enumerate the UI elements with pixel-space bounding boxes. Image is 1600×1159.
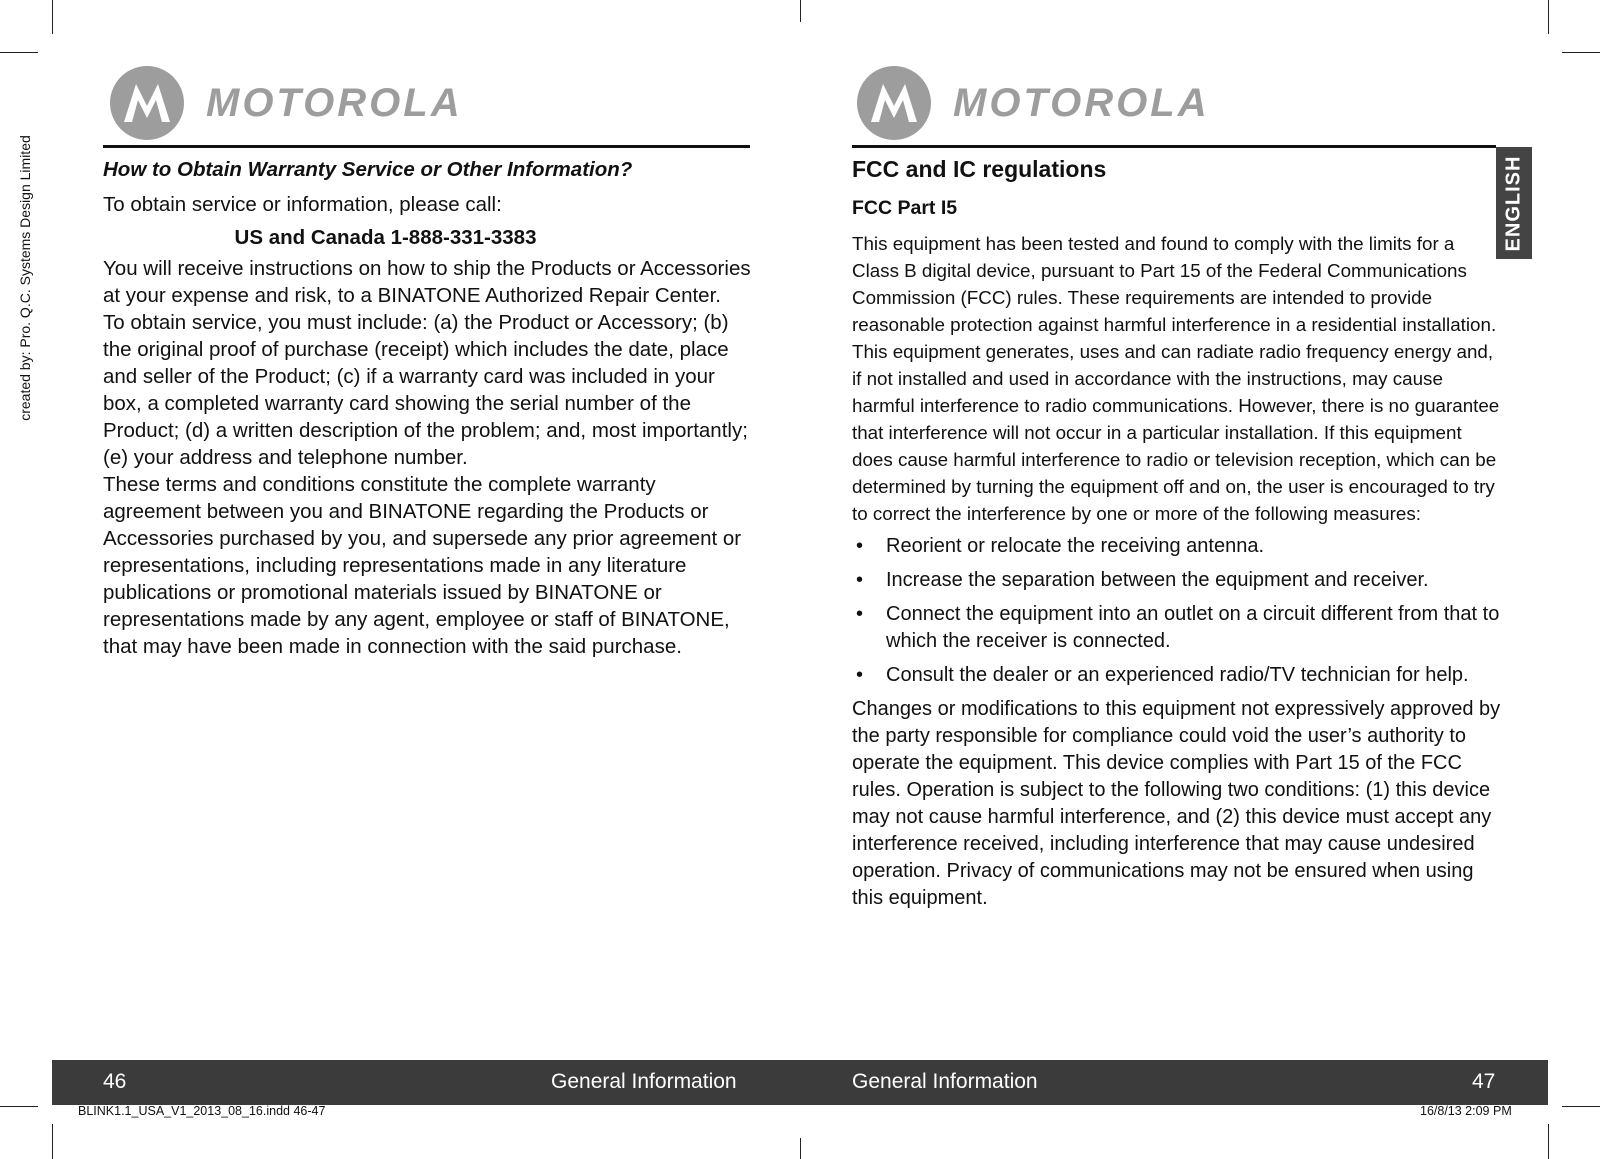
brand-wordmark: MOTOROLA [206, 80, 463, 125]
support-phone: US and Canada 1-888-331-3383 [234, 226, 537, 249]
warranty-heading: How to Obtain Warranty Service or Other Information? [103, 158, 633, 181]
fcc-paragraph: Changes or modifications to this equipment not expressively approved by the party responsible for compliance could void the user’s authority to operate the equipment. This device complies with Part 15 of the FCC rules. Operation is subject to the following two conditions: (1) this device may not cause harmful interference, and (2) this device must accept any interference received, including interference that may cause undesired operation. Privacy of communications may not be ensured when using this equipment. [852, 698, 1501, 909]
warranty-paragraph: To obtain service, you must include: (a) the Product or Accessory; (b) the original proof of purchase (receipt) which includes the date, place and seller of the Product; (c) if a warranty card was included in your box, a completed warranty card showing the serial number of the Product; (d) a written description of the problem; and, most importantly; (e) your address and telephone number. [103, 311, 748, 469]
warranty-intro: To obtain service or information, please call: [103, 193, 502, 216]
crop-mark [1562, 52, 1600, 53]
slug-file: BLINK1.1_USA_V1_2013_08_16.indd 46-47 [78, 1104, 326, 1118]
header-rule-left [103, 145, 750, 148]
page-number-left: 46 [103, 1070, 127, 1093]
left-page-content [103, 156, 753, 660]
crop-mark [800, 0, 801, 22]
footer-section-right: General Information [852, 1070, 1038, 1093]
crop-mark [800, 1138, 801, 1159]
brand-logo-right [857, 64, 1210, 142]
crop-mark [1548, 1124, 1549, 1159]
crop-mark [1548, 0, 1549, 34]
crop-mark [52, 0, 53, 34]
brand-logo-left [110, 64, 463, 142]
list-item: • Increase the separation between the equipment and receiver. [852, 567, 1502, 594]
warranty-paragraph: These terms and conditions constitute the complete warranty agreement between you and BINATONE regarding the Products or Accessories purchased by you, and supersede any prior agreement or representations, including representations made in any literature publications or promotional materials issued by BINATONE or representations made by any agent, employee or staff of BINATONE, that may have been made in connection with the said purchase. [103, 473, 742, 658]
footer-bar [52, 1060, 1548, 1105]
crop-mark [52, 1124, 53, 1159]
right-page-content [852, 156, 1502, 912]
list-item: • Consult the dealer or an experienced radio/TV technician for help. [852, 662, 1502, 689]
motorola-m-logo-icon [857, 66, 931, 140]
footer-section-left: General Information [551, 1070, 737, 1093]
warranty-paragraph: You will receive instructions on how to ship the Products or Accessories at your expense and risk, to a BINATONE Authorized Repair Center. [103, 257, 751, 307]
sidebar-credit: created by: Pro. Q.C. Systems Design Limited [17, 135, 33, 421]
slug-datetime: 16/8/13 2:09 PM [1420, 1104, 1512, 1118]
list-item: • Reorient or relocate the receiving antenna. [852, 533, 1502, 560]
header-rule-right [852, 145, 1496, 148]
motorola-m-logo-icon [110, 66, 184, 140]
fcc-heading: FCC and IC regulations [852, 156, 1107, 182]
fcc-measures-list [852, 533, 1502, 689]
fcc-paragraph: This equipment has been tested and found to comply with the limits for a Class B digital device, pursuant to Part 15 of the Federal Communications Commission (FCC) rules. These requirements are intended to provide reasonable protection against harmful interference in a residential installation. This equipment generates, uses and can radiate radio frequency energy and, if not installed and used in accordance with the instructions, may cause harmful interference to radio communications. However, there is no guarantee that interference will not occur in a particular installation. If this equipment does cause harmful interference to radio or television reception, which can be determined by turning the equipment off and on, the user is encouraged to try to correct the interference by one or more of the following measures: [852, 233, 1500, 524]
crop-mark [0, 52, 38, 53]
list-item: • Connect the equipment into an outlet on a circuit different from that to which the receiver is connected. [852, 601, 1502, 655]
fcc-subheading: FCC Part I5 [852, 197, 958, 219]
crop-mark [0, 1106, 38, 1107]
language-tab-label: ENGLISH [1502, 155, 1525, 251]
brand-wordmark: MOTOROLA [953, 80, 1210, 125]
crop-mark [1562, 1106, 1600, 1107]
page-number-right: 47 [1472, 1070, 1496, 1093]
